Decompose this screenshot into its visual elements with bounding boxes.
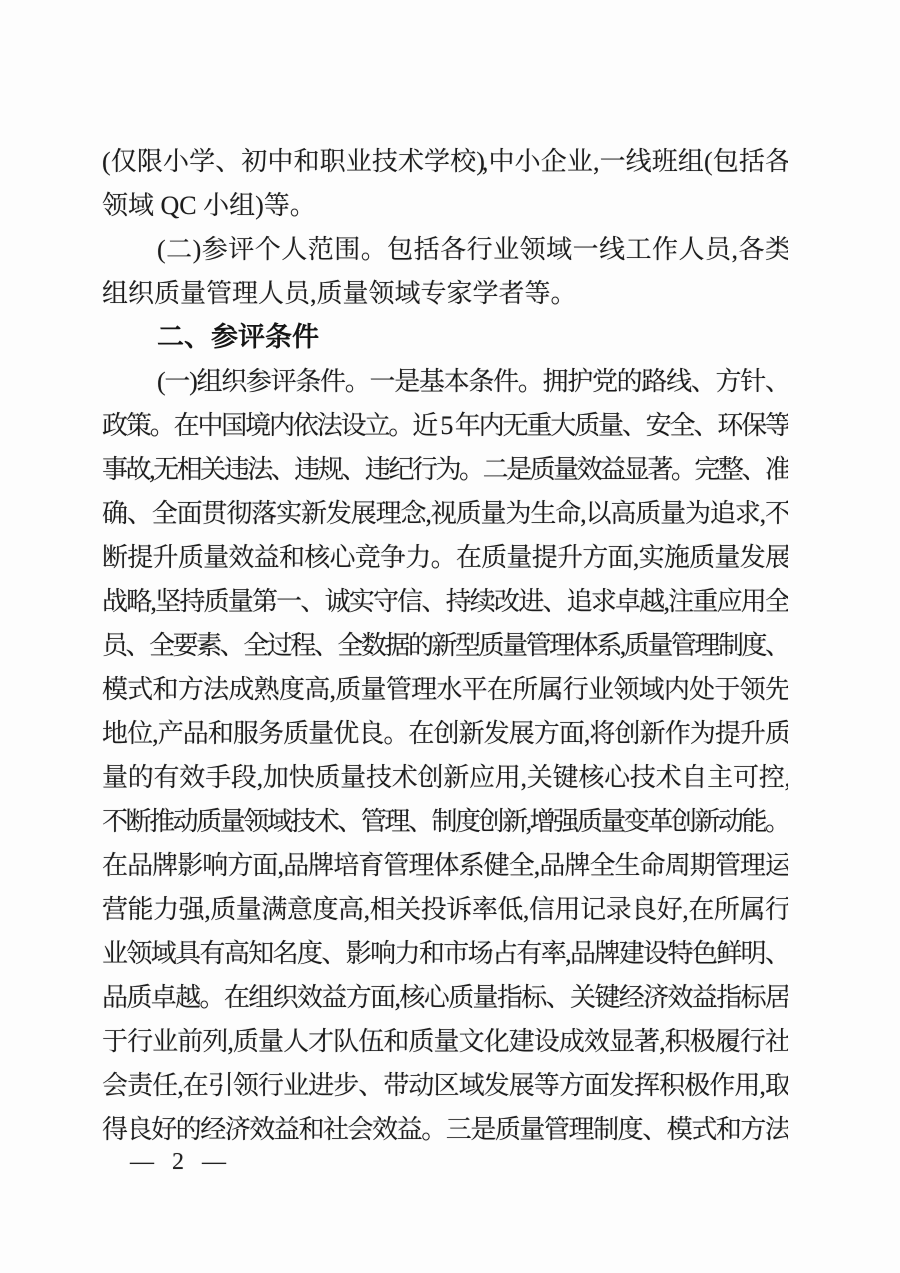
text-line: 得良好的经济效益和社会效益。三是质量管理制度、模式和方法 <box>102 1115 788 1144</box>
document-body <box>102 140 788 1152</box>
page-number: — 2 — <box>130 1149 228 1175</box>
text-line: 在品牌影响方面,品牌培育管理体系健全,品牌全生命周期管理运 <box>102 851 788 880</box>
text-line: 模式和方法成熟度高,质量管理水平在所属行业领域内处于领先 <box>102 675 788 704</box>
text-line: 战略,坚持质量第一、诚实守信、持续改进、追求卓越,注重应用全 <box>102 587 788 616</box>
text-line: 会责任,在引领行业进步、带动区域发展等方面发挥积极作用,取 <box>102 1071 788 1100</box>
text-line: 事故,无相关违法、违规、违纪行为。二是质量效益显著。完整、准 <box>102 455 788 484</box>
section-heading: 二、参评条件 <box>157 322 319 353</box>
text-line: 政策。在中国境内依法设立。近 5 年内无重大质量、安全、环保等 <box>102 411 788 440</box>
text-line: 确、全面贯彻落实新发展理念,视质量为生命,以高质量为追求,不 <box>102 499 788 528</box>
text-line: 营能力强,质量满意度高,相关投诉率低,信用记录良好,在所属行 <box>102 895 788 924</box>
text-line: 于行业前列,质量人才队伍和质量文化建设成效显著,积极履行社 <box>102 1027 788 1056</box>
text-line: 品质卓越。在组织效益方面,核心质量指标、关键经济效益指标居 <box>102 983 788 1012</box>
text-line: 量的有效手段,加快质量技术创新应用,关键核心技术自主可控, <box>102 763 788 792</box>
text-line: (一)组织参评条件。一是基本条件。拥护党的路线、方针、 <box>157 367 788 396</box>
text-line: 员、全要素、全过程、全数据的新型质量管理体系,质量管理制度、 <box>102 631 788 660</box>
text-line: 领域 QC 小组)等。 <box>102 191 316 220</box>
text-line: (二)参评个人范围。包括各行业领域一线工作人员,各类 <box>157 235 788 264</box>
text-line: (仅限小学、初中和职业技术学校),中小企业,一线班组(包括各 <box>102 147 788 176</box>
text-line: 断提升质量效益和核心竞争力。在质量提升方面,实施质量发展 <box>102 543 788 572</box>
text-line: 业领域具有高知名度、影响力和市场占有率,品牌建设特色鲜明、 <box>102 939 788 968</box>
text-line: 组织质量管理人员,质量领域专家学者等。 <box>102 279 577 308</box>
text-line: 不断推动质量领域技术、管理、制度创新,增强质量变革创新动能。 <box>102 807 788 836</box>
text-line: 地位,产品和服务质量优良。在创新发展方面,将创新作为提升质 <box>102 719 788 748</box>
